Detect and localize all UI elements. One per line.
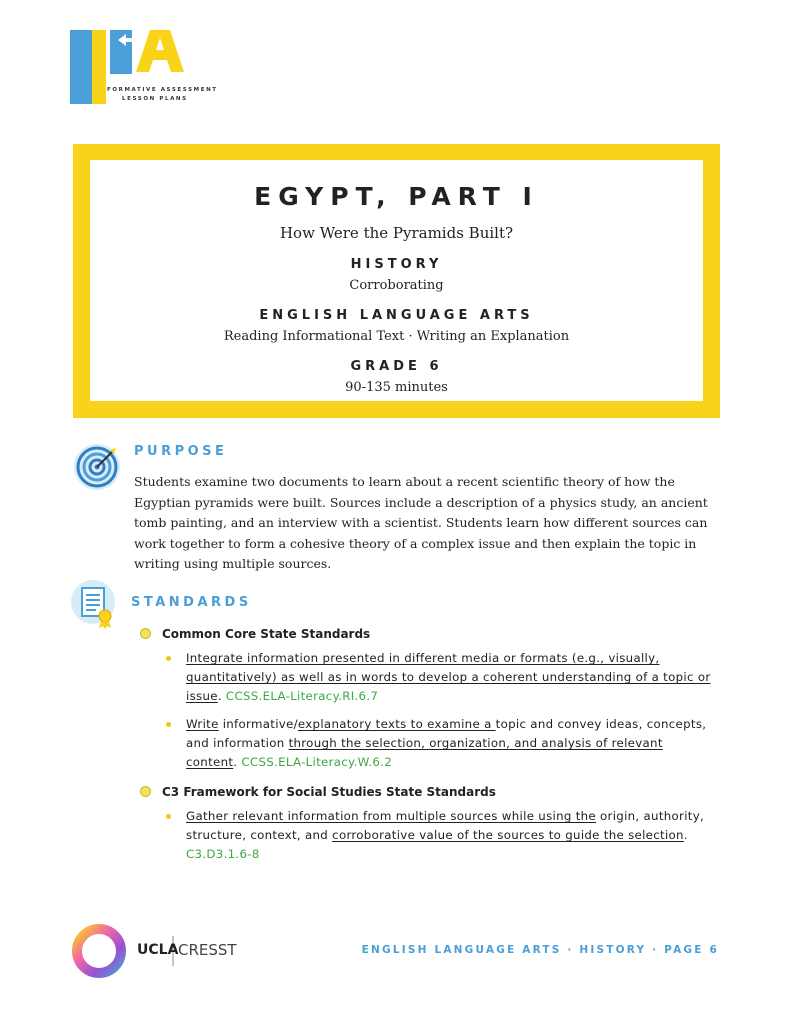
standard-code: C3.D3.1.6-8 [186,847,260,861]
cresst-wordmark: CRESST [178,941,237,959]
standard-text: Gather relevant information from multiple sources while using the [186,809,596,823]
subject-heading-ela: ENGLISH LANGUAGE ARTS [259,308,534,323]
footer-page-label: ENGLISH LANGUAGE ARTS · HISTORY · PAGE 6 [361,944,719,956]
standard-code: CCSS.ELA-Literacy.W.6.2 [241,755,393,769]
purpose-text: Students examine two documents to learn about a recent scientific theory of how the Egyptian pyramids were built. Sources include a description of a physics study, an ancient tomb painting, and an interview with a scientist. Students learn how different sources can work together to form a cohesive theory of a complex issue and then explain the topic in writing using multiple sources. [134,474,708,571]
standard-text: . [683,828,688,842]
standard-item-w62 [186,715,716,772]
standard-text: explanatory texts to examine a [297,717,496,731]
standard-text: Write [186,717,219,731]
group-bullet [140,628,151,639]
lesson-title: EGYPT, PART I [254,182,539,211]
standard-item-c3 [186,807,724,864]
title-box-inner [90,160,703,401]
standard-text: corroborative value of the sources to guide the selection [332,828,684,842]
purpose-heading: PURPOSE [134,444,228,459]
subject-skill-ela: Reading Informational Text · Writing an Explanation [223,329,570,344]
grade-heading: GRADE 6 [350,359,443,374]
item-bullet [166,656,171,661]
standard-text: . [217,689,226,703]
logo-caption-line1: FORMATIVE ASSESSMENT [107,87,218,93]
standard-text: topic and convey ideas, concepts, and information [186,717,707,750]
standard-text: origin, authority, structure, context, and [186,809,705,842]
standards-group-title-c3: C3 Framework for Social Studies State Standards [162,785,496,799]
duration: 90-135 minutes [345,380,448,395]
subject-skill-history: Corroborating [349,278,444,293]
item-bullet [166,722,171,727]
standard-text: . [233,755,242,769]
group-bullet [140,786,151,797]
title-box [73,144,720,418]
lesson-subtitle: How Were the Pyramids Built? [279,224,514,242]
target-icon [72,442,122,496]
item-bullet [166,814,171,819]
subject-heading-history: HISTORY [350,257,443,272]
ucla-wordmark: UCLA [137,942,179,958]
certificate-icon [70,578,120,634]
standard-text: through the selection, organization, and analysis of relevant content [186,736,663,769]
logo-caption [107,86,218,104]
standards-heading: STANDARDS [131,595,252,610]
standard-code: CCSS.ELA-Literacy.RI.6.7 [225,689,379,703]
standard-text: informative/ [218,717,298,731]
standards-group-title-ccss: Common Core State Standards [162,627,371,641]
logo-caption-line2: LESSON PLANS [122,96,188,102]
standard-item-ri67 [186,649,722,706]
standard-text: Integrate information presented in different media or formats (e.g., visually, quantitatively) as well as in words to develop a coherent understanding of a topic or issue [186,651,711,703]
